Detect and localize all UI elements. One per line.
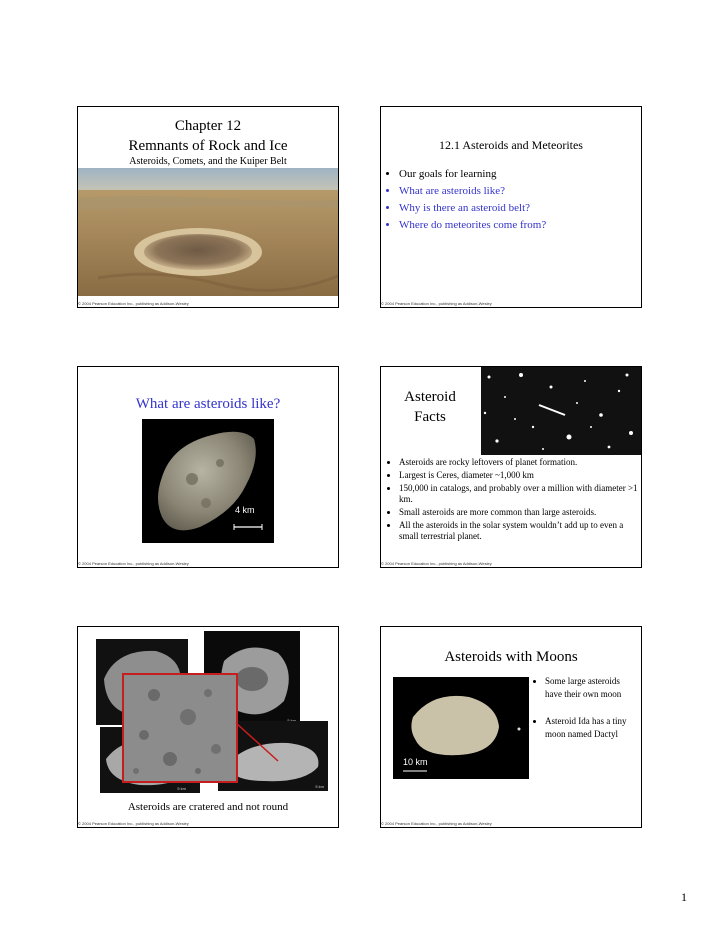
asteroid-streak-starfield-image [481, 367, 641, 455]
slide-6-asteroids-moons [380, 626, 642, 828]
slide-2-bullet: • Why is there an asteroid belt? [399, 202, 546, 215]
slide-2-bullet: • What are asteroids like? [399, 185, 546, 198]
slide-4-bullet: • All the asteroids in the solar system wouldn’t add up to even a small terrestrial planet. [399, 520, 639, 542]
slide-1-footer: © 2004 Pearson Education Inc., publishing as Addison-Wesley [78, 301, 189, 306]
slide-6-bullet: • Asteroid Ida has a tiny moon named Dactyl [545, 715, 629, 741]
slide-6-footer: © 2004 Pearson Education Inc., publishing as Addison-Wesley [381, 821, 492, 826]
slide-4-bullet: • 150,000 in catalogs, and probably over a million with diameter >1 km. [399, 483, 639, 505]
slide-5-caption: Asteroids are cratered and not round [127, 801, 289, 813]
slide-4-title-line2: Facts [414, 409, 446, 425]
slide-4-footer: © 2004 Pearson Education Inc., publishing as Addison-Wesley [381, 561, 492, 566]
slide-3-footer: © 2004 Pearson Education Inc., publishing as Addison-Wesley [78, 561, 189, 566]
slide-1-title-line1: Chapter 12 [174, 118, 242, 134]
slide-1-title-line2: Remnants of Rock and Ice [128, 138, 288, 154]
slide-4-title-line1: Asteroid [404, 389, 456, 405]
scale-label: 5 km [315, 784, 324, 789]
slide-2-bullet: • Our goals for learning [399, 168, 546, 181]
slide-5-cratered [77, 626, 339, 828]
scale-label: 5 km [177, 786, 186, 791]
slide-1-title [77, 106, 339, 308]
slide-1-subtitle: Asteroids, Comets, and the Kuiper Belt [129, 156, 287, 167]
inset-pointer-line [78, 627, 340, 829]
page-number: 1 [681, 890, 687, 904]
slide-2-title: 12.1 Asteroids and Meteorites [439, 138, 583, 152]
slide-4-bullet: • Asteroids are rocky leftovers of planet formation. [399, 457, 639, 468]
slide-3-asteroids-like [77, 366, 339, 568]
asteroid-eros-image [142, 419, 274, 543]
meteor-crater-image [78, 168, 338, 296]
slide-6-bullet: • Some large asteroids have their own moon [545, 675, 629, 701]
slide-4-bullet: • Small asteroids are more common than large asteroids. [399, 507, 639, 518]
scale-label: 4 km [235, 505, 255, 515]
slide-4-bullet: • Largest is Ceres, diameter ~1,000 km [399, 470, 639, 481]
slide-4-asteroid-facts [380, 366, 642, 568]
asteroid-ida-dactyl-image [393, 677, 529, 779]
slide-2-bullet: • Where do meteorites come from? [399, 219, 546, 232]
slide-5-footer: © 2004 Pearson Education Inc., publishing as Addison-Wesley [78, 821, 189, 826]
slide-3-title: What are asteroids like? [135, 396, 281, 412]
slide-6-title: Asteroids with Moons [444, 649, 578, 665]
slide-2-footer: © 2004 Pearson Education Inc., publishing as Addison-Wesley [381, 301, 492, 306]
scale-label: 10 km [403, 757, 428, 767]
slide-2-goals [380, 106, 642, 308]
